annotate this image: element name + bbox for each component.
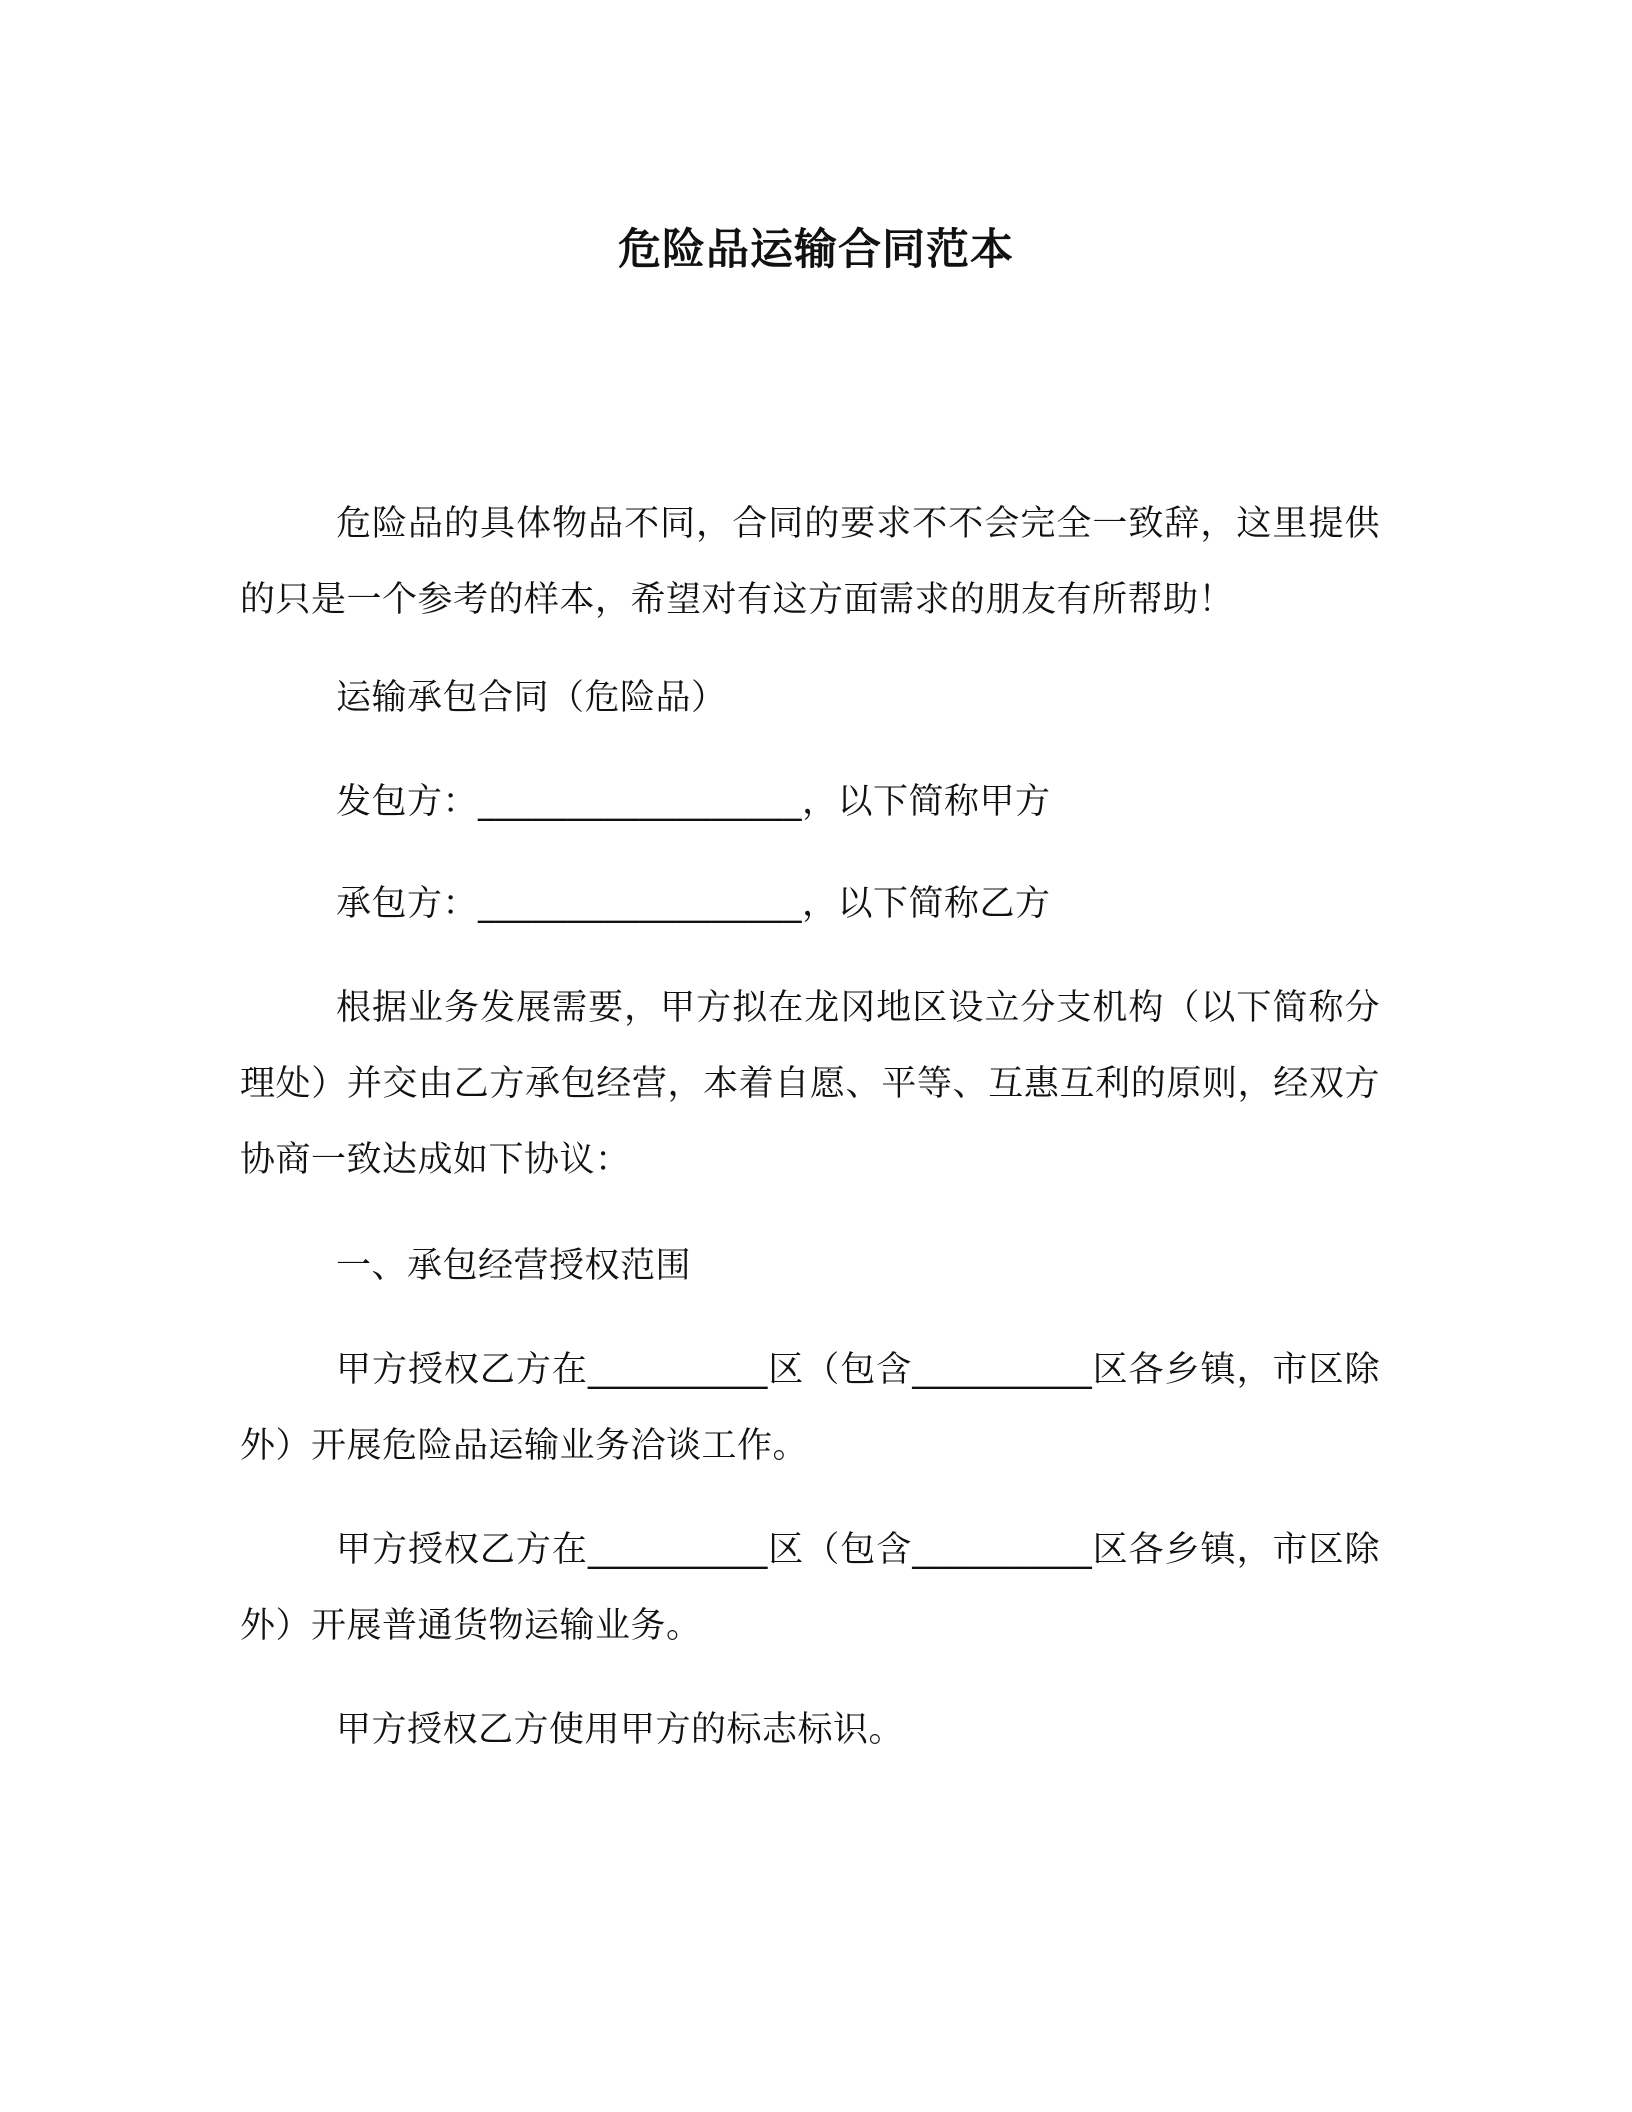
section-1-heading: 一、承包经营授权范围: [336, 1246, 692, 1286]
party-a-line: 发包方：__________________，以下简称甲方: [336, 782, 1051, 822]
clause-general-cargo: 甲方授权乙方在__________区（包含__________区各乡镇，市区除外）开展普通货物运输业务。: [240, 1530, 1380, 1646]
document-title: 危险品运输合同范本: [618, 225, 1014, 275]
clause-logo-usage: 甲方授权乙方使用甲方的标志标识。: [336, 1710, 905, 1750]
clause-hazardous-goods: 甲方授权乙方在__________区（包含__________区各乡镇，市区除外）开展危险品运输业务洽谈工作。: [240, 1350, 1380, 1466]
agreement-paragraph: 根据业务发展需要，甲方拟在龙冈地区设立分支机构（以下简称分理处）并交由乙方承包经营，本着自愿、平等、互惠互利的原则，经双方协商一致达成如下协议：: [240, 988, 1380, 1180]
contract-heading: 运输承包合同（危险品）: [336, 678, 727, 718]
party-b-line: 承包方：__________________，以下简称乙方: [336, 884, 1051, 924]
intro-paragraph: 危险品的具体物品不同，合同的要求不不会完全一致辞，这里提供的只是一个参考的样本，希望对有这方面需求的朋友有所帮助！: [240, 504, 1380, 620]
